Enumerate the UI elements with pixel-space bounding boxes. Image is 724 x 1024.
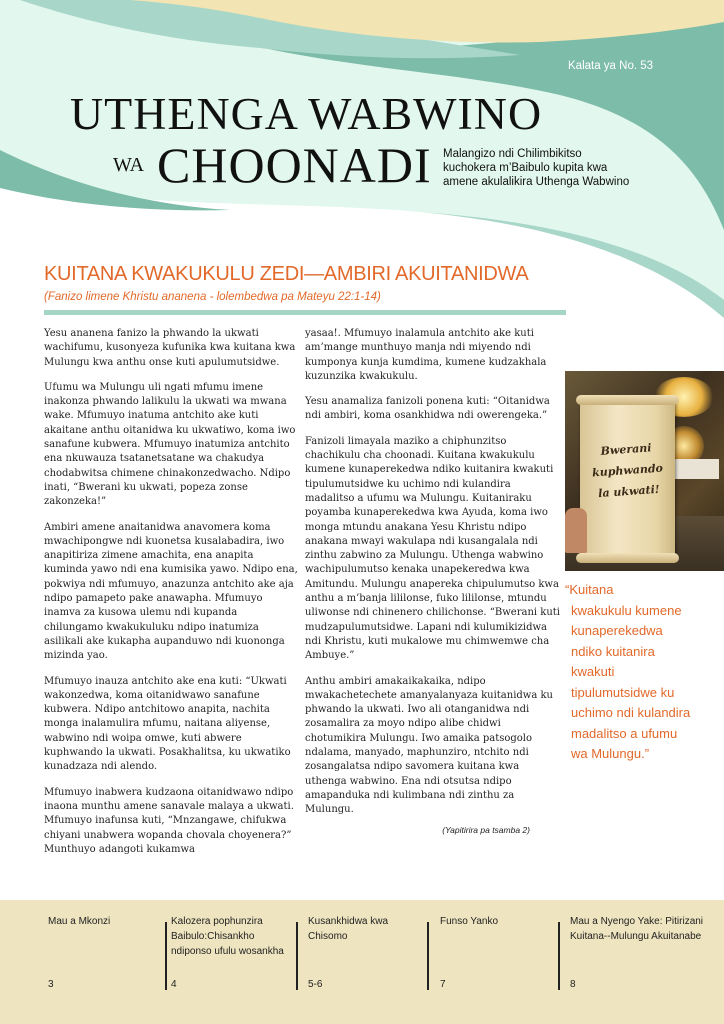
paragraph: yasaa!. Mfumuyo inalamula antchito ake kuti am’mange munthuyo manja ndi miyendo ndi kumponya kunja kumdima, kumene kudzakhala kuzunzika kwakukulu. — [305, 328, 547, 382]
pull-quote-line: “Kuitana — [565, 582, 614, 597]
article-column-1 — [44, 327, 299, 868]
title-divider — [44, 310, 566, 315]
pull-quote-line: madalitso a ufumu — [571, 725, 678, 741]
contents-item-label: Kusankhidwa kwa Chisomo — [308, 916, 389, 942]
paragraph: Fanizoli limayala maziko a chiphunzitso chachikulu cha choonadi. Kuitana kwakukulu kumene kunaperekedwa ndiko kuitanira kwakuti tipulumutsidwe ku uchimo ndi kulandira madalitso a ufumu wa Mulungu. Kuitaniraku poyamba kunaperekedwa kwa Ayuda, koma iwo monga mtundu anakana Yesu Khristu ndipo anakana mwayi wakulapa ndi kusangalala ndi zinthu zabwino za Mulungu. Uthenga wabwino wachipulumutso kenaka unapekeredwa kwa Amitundu. Mulungu anapereka chipulumutso kwa anthu a m’banja lililonse, fuko lililonse, mtundu uliwonse ndi chinenero chilichonse. “Bwerani kuti mudzapulumutsidwe. Lapani ndi kulumikizidwa ndi Khristu, kuti mukalowe mu chimwemwe cha Ambuye.” — [305, 435, 560, 662]
paragraph: Yesu ananena fanizo la phwando la ukwati wachifumu, kusonyeza kufunika kwa kuitana kwa Mulungu kwa anthu onse kuti apulumutsidwe. — [44, 328, 296, 368]
contents-item-label: Mau a Mkonzi — [48, 916, 111, 927]
issue-number: Kalata ya No. 53 — [568, 60, 654, 72]
paragraph: Ambiri amene anaitanidwa anavomera koma mwachipongwe ndi kuonetsa kusalabadira, iwo anapitiriza zimene amachita, ena anapita kuminda yawo ndi ena kumisika yawo. Ndipo ena, pokwiya ndi mfumuyo, anazunza antchito ake aja ndipo pamapeto pake anawapha. Mfumuyo inamva za kusowa ulemu ndi kupanda chilungamo kwakukuluku ndipo inatumiza asilikali ake kukapha aupanduwo ndi kuononga mizinda yao. — [44, 521, 298, 662]
contents-item[interactable] — [171, 914, 296, 992]
paragraph: Mfumuyo inauza antchito ake ena kuti: “Ukwati wakonzedwa, koma oitanidwawo sanafune kubwera. Ndipo antchitowo anapita, nachita monga inalamulira mfumu, naitana aliyense, wabwino ndi woipa omwe, kuti abwere kuphwando la ukwati. Posakhalitsa, ku ukwatiko kunadzaza ndi alendo. — [44, 675, 291, 773]
hand — [565, 508, 587, 553]
scroll-caption — [578, 436, 677, 505]
masthead-tagline — [443, 147, 673, 189]
pull-quote-line: ndiko kuitanira — [571, 643, 655, 659]
scroll-caption-line: la ukwati! — [597, 482, 661, 501]
masthead-title-line1: UTHENGA WABWINO — [70, 89, 543, 139]
contents-item-page: 5-6 — [308, 979, 323, 990]
scroll — [580, 399, 675, 559]
invitation-scroll-image — [565, 371, 724, 571]
contents-item-page: 4 — [171, 979, 177, 990]
pull-quote-line: uchimo ndi kulandira — [571, 705, 691, 720]
paragraph: Mfumuyo inabwera kudzaona oitanidwawo ndipo inaona munthu amene sanavale malaya a ukwati. Mfumuyo inafunsa kuti, “Mnzangawe, chifukwa chiyani unabwera wopanda chovala choyenera?” Munthuyo adangoti kukamwa — [44, 786, 294, 855]
contents-footer — [0, 900, 724, 1024]
contents-item-label: Funso Yanko — [440, 916, 499, 927]
contents-item[interactable] — [308, 914, 418, 992]
tagline-line: amene akulalikira Uthenga Wabwino — [443, 176, 630, 188]
contents-item-page: 7 — [440, 979, 446, 990]
contents-item-page: 3 — [48, 979, 54, 990]
continued-note: (Yapitirira pa tsamba 2) — [442, 824, 530, 835]
pull-quote-line: wa Mulungu.” — [571, 746, 650, 761]
pull-quote-line: kwakukulu kumene — [571, 602, 682, 618]
contents-item-label: Kalozera pophunzira Baibulo:Chisankho ndiponso ufulu wosankha — [171, 916, 284, 957]
contents-divider — [165, 922, 167, 990]
contents-item[interactable] — [570, 914, 710, 992]
masthead-title-line2: CHOONADI — [157, 137, 432, 193]
scroll-caption-line: Bwerani — [600, 441, 652, 458]
pull-quote-line: tipulumutsidwe ku — [571, 684, 675, 700]
paragraph: Ufumu wa Mulungu uli ngati mfumu imene inakonza phwando lalikulu la ukwati wa mwana wake. Mfumuyo inatuma antchito ake kuti akaitane anthu oitanidwa ku ukwatiwo, koma iwo sanafune kubwera. Mfumuyo inatumiza antchito ena nkuwauza tsatanetsatane wa chakudya chodabwitsa chimene chinakonzedwacho. Ndipo inati, “Bwerani ku ukwati, popeza zonse zakonzeka!” — [44, 381, 296, 508]
article-title: KUITANA KWAKUKULU ZEDI—AMBIRI AKUITANIDWA — [44, 263, 529, 285]
contents-divider — [296, 922, 298, 990]
article-column-2 — [305, 327, 560, 848]
masthead-wa: WA — [113, 154, 145, 176]
tagline-line: kuchokera m’Baibulo kupita kwa — [443, 162, 608, 174]
pull-quote-line: kwakuti — [571, 664, 615, 679]
article-subtitle: (Fanizo limene Khristu ananena - lolembedwa pa Mateyu 22:1-14) — [44, 291, 381, 303]
banquet-table — [674, 459, 719, 479]
pull-quote-line: kunaperekedwa — [571, 623, 663, 638]
paragraph: Yesu anamaliza fanizoli ponena kuti: “Oitanidwa ndi ambiri, koma osankhidwa ndi owerengeka.” — [305, 396, 550, 422]
tagline-line: Malangizo ndi Chilimbikitso — [443, 148, 582, 160]
scroll-caption-line: kuphwando — [591, 461, 664, 480]
contents-item[interactable] — [440, 914, 550, 992]
contents-item[interactable] — [48, 914, 158, 992]
contents-divider — [558, 922, 560, 990]
contents-item-page: 8 — [570, 979, 576, 990]
paragraph: Anthu ambiri amakaikakaika, ndipo mwakachetechete amanyalanyaza kuitanidwa ku phwando la ukwati. Iwo ali otanganidwa ndi zosamalira za moyo ndipo alibe chidwi chotumikira Mulungu. Iwo amaika patsogolo ndalama, manyado, maphunziro, ntchito ndi zosangalatsa ndipo savomera kuitana kwa uthenga wabwino. Ena ndi otsutsa ndipo amapanduka ndi kulimbana ndi zinthu za Mulungu. — [305, 675, 553, 816]
contents-divider — [427, 922, 429, 990]
pull-quote — [565, 580, 715, 765]
contents-item-label: Mau a Nyengo Yake: Pitirizani Kuitana--Mulungu Akuitanabe — [570, 916, 704, 942]
